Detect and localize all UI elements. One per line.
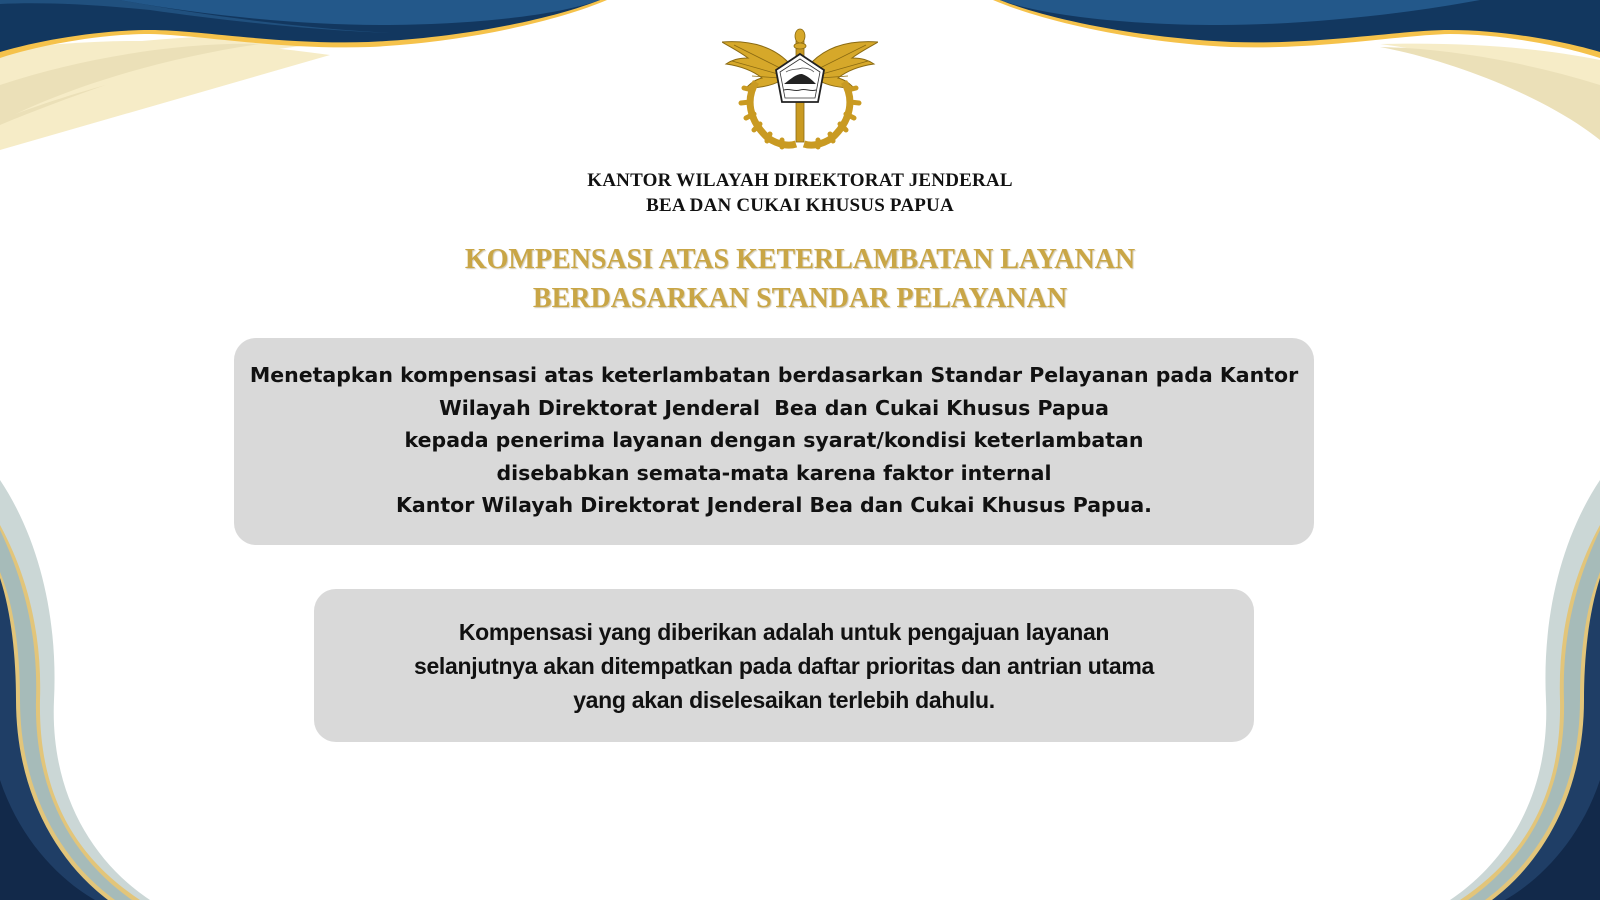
- organization-title-line: BEA DAN CUKAI KHUSUS PAPUA: [646, 195, 954, 216]
- statement-line: Wilayah Direktorat Jenderal Bea dan Cukai Khusus Papua: [439, 395, 1109, 420]
- detail-line: yang akan diselesaikan terlebih dahulu.: [573, 687, 995, 713]
- statement-line: Menetapkan kompensasi atas keterlambatan berdasarkan Standar Pelayanan pada Kantor: [249, 363, 1299, 387]
- detail-line: Kompensasi yang diberikan adalah untuk pengajuan layanan: [458, 619, 1110, 645]
- organization-title: [0, 168, 1600, 218]
- customs-emblem-icon: [722, 28, 878, 152]
- page-title-line: BERDASARKAN STANDAR PELAYANAN: [532, 283, 1068, 314]
- organization-title-line: KANTOR WILAYAH DIREKTORAT JENDERAL: [587, 170, 1013, 191]
- page-title: [0, 240, 1600, 318]
- detail-line: selanjutnya akan ditempatkan pada daftar prioritas dan antrian utama: [413, 653, 1155, 679]
- statement-line: disebabkan semata-mata karena faktor internal: [496, 460, 1052, 485]
- statement-line: kepada penerima layanan dengan syarat/kondisi keterlambatan: [404, 428, 1144, 453]
- page-title-line: KOMPENSASI ATAS KETERLAMBATAN LAYANAN: [464, 244, 1136, 275]
- statement-line: Kantor Wilayah Direktorat Jenderal Bea dan Cukai Khusus Papua.: [396, 493, 1152, 518]
- compensation-statement-box: [234, 338, 1314, 545]
- compensation-detail-box: [314, 589, 1254, 742]
